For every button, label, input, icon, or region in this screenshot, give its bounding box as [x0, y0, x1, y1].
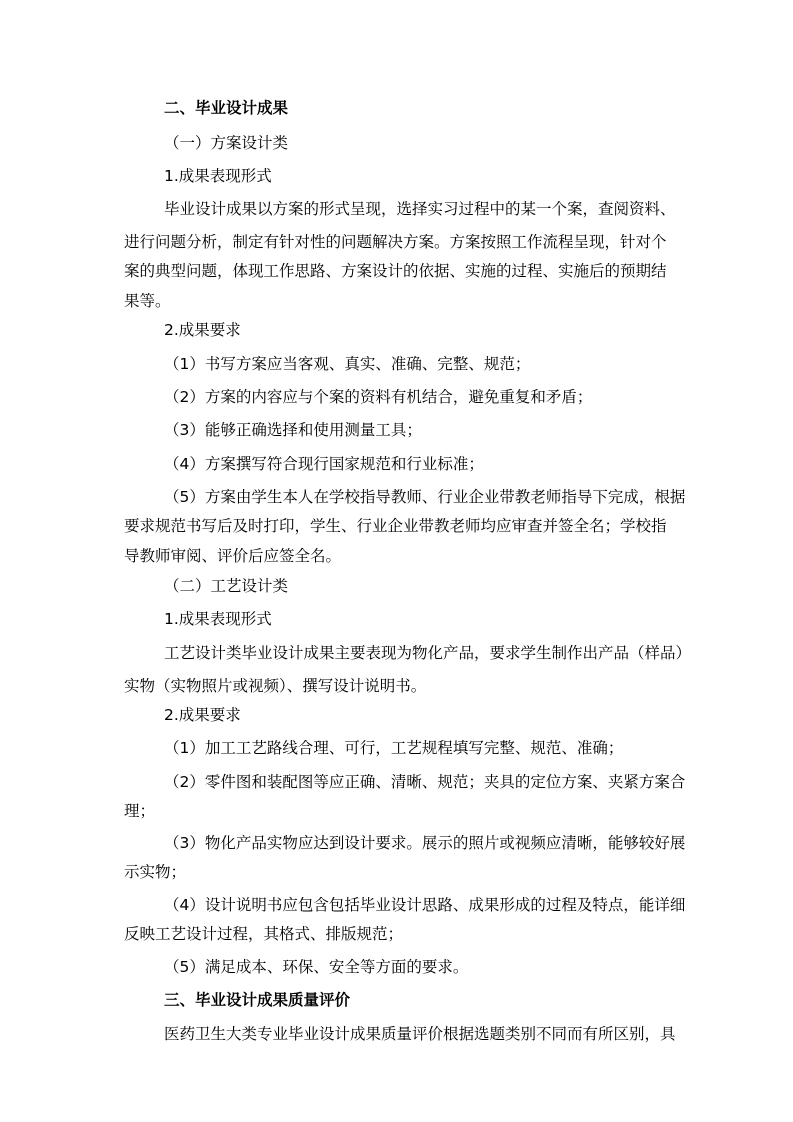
list-item-continued: 导教师审阅、评价后应签全名。 — [124, 547, 342, 565]
list-item: （4）方案撰写符合现行国家规范和行业标准； — [164, 455, 484, 473]
list-item: （5）方案由学生本人在学校指导教师、行业企业带教老师指导下完成，根据 — [164, 488, 686, 506]
paragraph-line: 实物（实物照片或视频）、撰写设计说明书。 — [124, 677, 427, 695]
section-heading: 二、毕业设计成果 — [164, 99, 289, 117]
item-title: 2.成果要求 — [164, 706, 241, 724]
list-item-continued: 要求规范书写后及时打印，学生、行业企业带教老师均应审查并签全名；学校指 — [124, 517, 667, 535]
paragraph-line: 医药卫生大类专业毕业设计成果质量评价根据选题类别不同而有所区别，具 — [164, 1025, 676, 1043]
list-item-continued: 理； — [124, 802, 156, 820]
paragraph-line: 工艺设计类毕业设计成果主要表现为物化产品，要求学生制作出产品（样品） — [164, 644, 692, 662]
list-item-continued: 反映工艺设计过程，其格式、排版规范； — [124, 925, 404, 943]
list-item: （2）零件图和装配图等应正确、清晰、规范；夹具的定位方案、夹紧方案合 — [164, 773, 686, 791]
paragraph-line: 进行问题分析，制定有针对性的问题解决方案。方案按照工作流程呈现，针对个 — [124, 233, 667, 251]
list-item: （3）物化产品实物应达到设计要求。展示的照片或视频应清晰，能够较好展 — [164, 834, 686, 852]
list-item: （2）方案的内容应与个案的资料有机结合，避免重复和矛盾； — [164, 388, 593, 406]
list-item: （1）加工工艺路线合理、可行，工艺规程填写完整、规范、准确； — [164, 739, 624, 757]
item-title: 1.成果表现形式 — [164, 167, 272, 185]
list-item: （4）设计说明书应包含包括毕业设计思路、成果形成的过程及特点，能详细 — [164, 896, 686, 914]
section-heading: 三、毕业设计成果质量评价 — [164, 991, 351, 1009]
list-item: （3）能够正确选择和使用测量工具； — [164, 421, 422, 439]
item-title: 1.成果表现形式 — [164, 610, 272, 628]
subsection-heading: （二）工艺设计类 — [164, 577, 289, 595]
item-title: 2.成果要求 — [164, 321, 241, 339]
paragraph-line: 案的典型问题，体现工作思路、方案设计的依据、实施的过程、实施后的预期结 — [124, 262, 667, 280]
list-item-continued: 示实物； — [124, 863, 187, 881]
subsection-heading: （一）方案设计类 — [164, 134, 289, 152]
list-item: （5）满足成本、环保、安全等方面的要求。 — [164, 958, 469, 976]
paragraph-line: 果等。 — [124, 292, 171, 310]
paragraph-line: 毕业设计成果以方案的形式呈现，选择实习过程中的某一个案，查阅资料、 — [164, 200, 676, 218]
list-item: （1）书写方案应当客观、真实、准确、完整、规范； — [164, 355, 531, 373]
